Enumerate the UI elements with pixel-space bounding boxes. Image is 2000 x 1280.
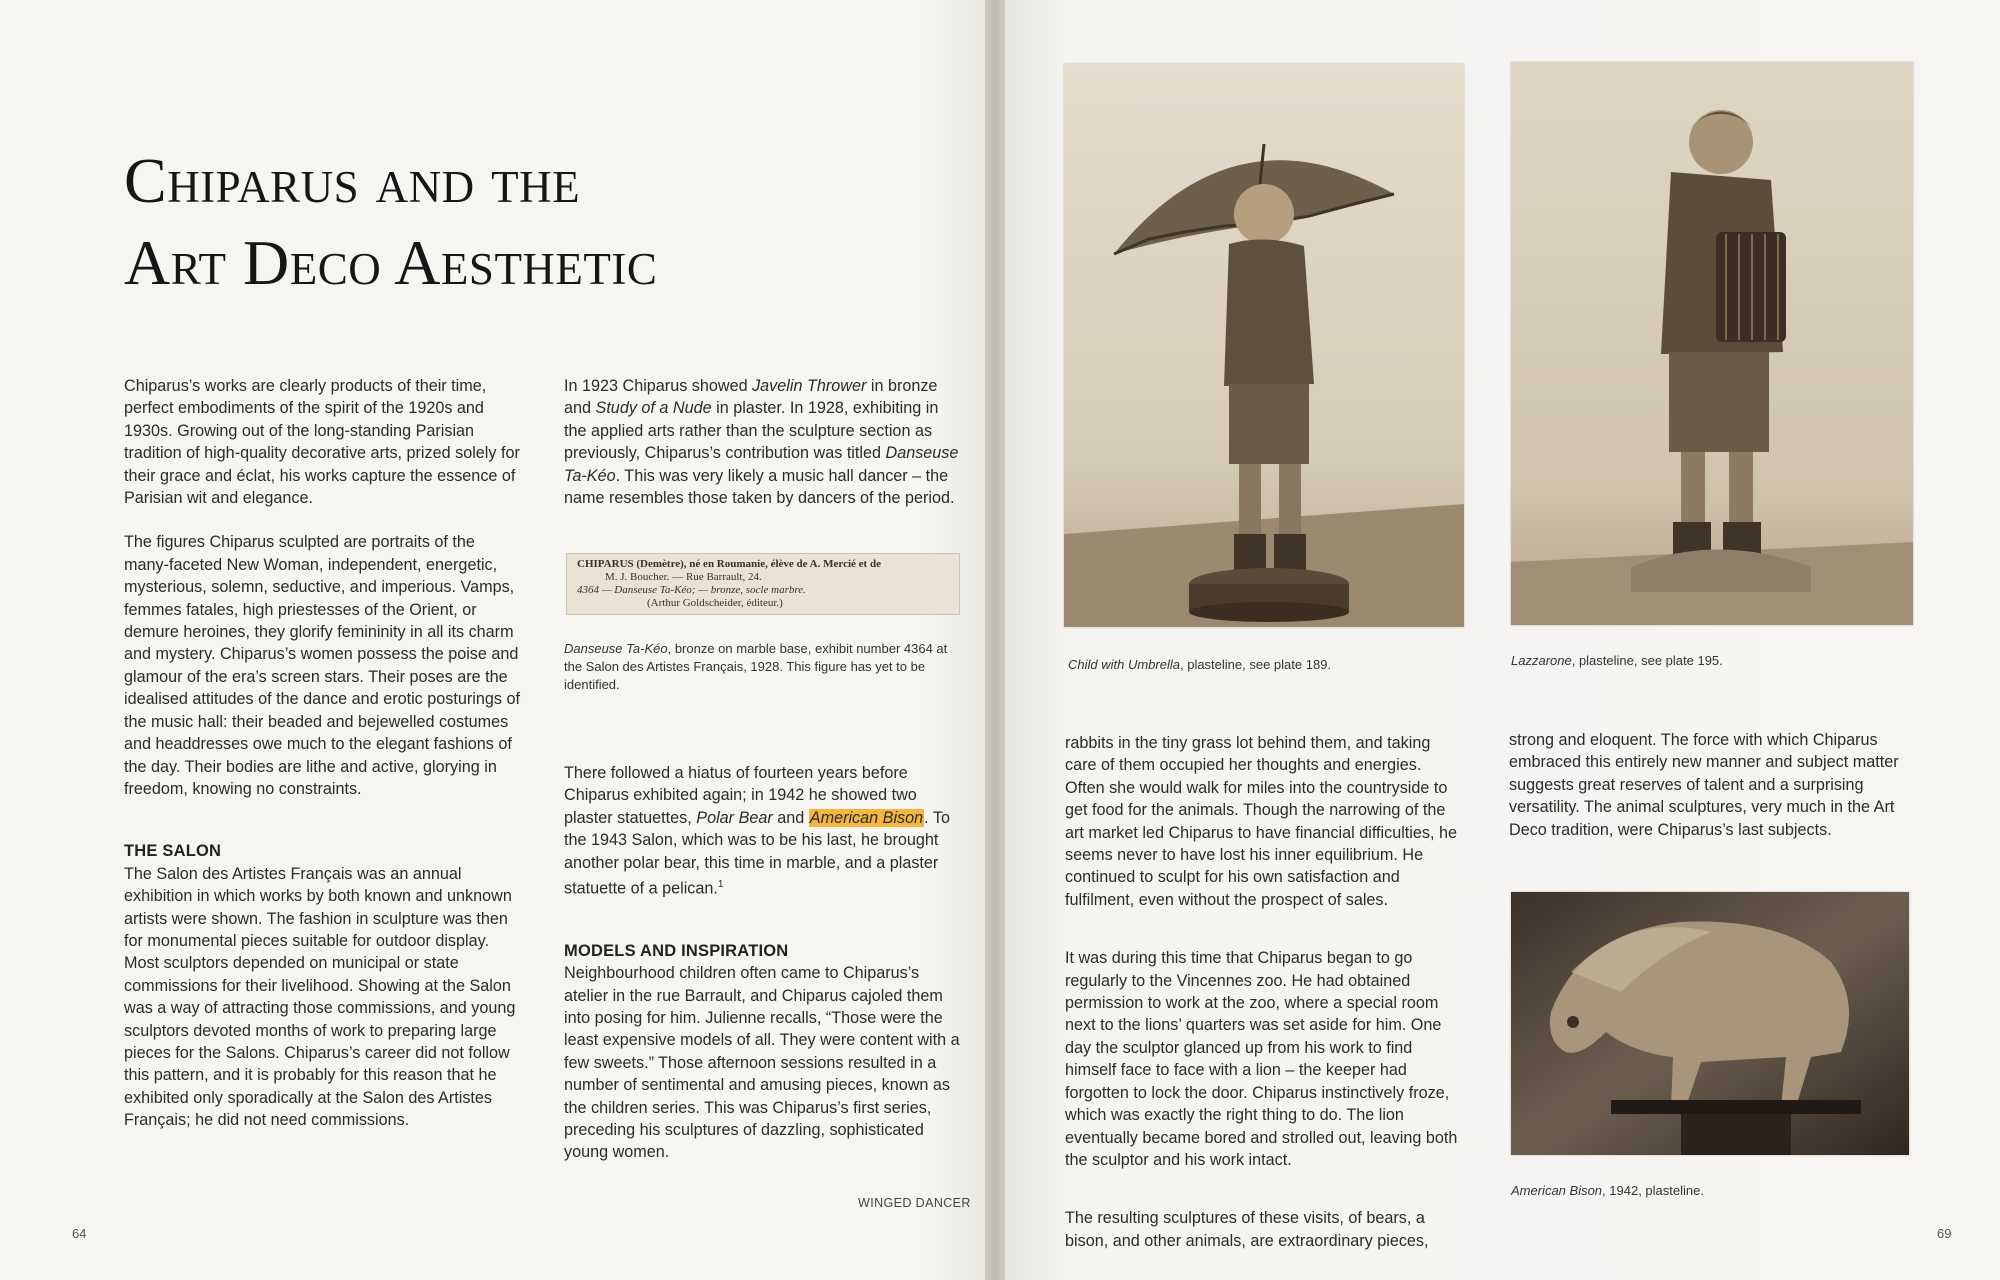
salon-catalogue-clipping [566, 553, 960, 615]
accordion-figure-image [1511, 62, 1913, 625]
figures-paragraph: The figures Chiparus sculpted are portraits of the many-faceted New Woman, independent, energetic, mysterious, solemn, seductive, and imperious. Vamps, femmes fatales, high priestesses of the Orient, or demure heroines, they glorify femininity in all its charm and mystery. Chiparus’s women possess the poise and glamour of the era’s screen stars. Their poses are the idealised attitudes of the dance and erotic posturings of the music hall: their beaded and bejewelled costumes and headdresses owe much to the elegant fashions of the day. Their bodies are lithe and active, glorying in freedom, knowing no constraints. [124, 533, 520, 798]
lazzarone-caption: Lazzarone, plasteline, see plate 195. [1511, 653, 1723, 668]
chapter-title [124, 140, 657, 304]
right-column-2 [1509, 729, 1919, 863]
zoo-paragraph: It was during this time that Chiparus began to go regularly to the Vincennes zoo. He had obtained permission to work at the zoo, where a special room next to the lions’ quarters was set aside for him. One day the sculptor glanced up from his work to find himself face to face with a lion – the keeper had forgotten to lock the door. Chiparus instinctively froze, which was exactly the right thing to do. The lion eventually became bored and strolled out, leaving both the sculptor and his work intact. [1065, 949, 1458, 1169]
salon-heading: THE SALON [124, 842, 222, 861]
bison-caption: American Bison, 1942, plasteline. [1511, 1183, 1704, 1198]
clipping-line-2: M. J. Boucher. — Rue Barrault, 24. [605, 571, 762, 583]
page-number-left: 64 [72, 1226, 87, 1241]
right-page [1005, 0, 2000, 1280]
models-heading: MODELS AND INSPIRATION [564, 941, 789, 960]
bison-sculpture-image [1511, 892, 1909, 1155]
highlighted-text: American Bison [809, 808, 924, 827]
hiatus-paragraph: There followed a hiatus of fourteen years before Chiparus exhibited again; in 1942 he showed two plaster statuettes, Polar Bear and American Bison. To the 1943 Salon, which was to be his last, he brought another polar bear, this time in marble, and a plaster statuette of a pelican.$^1$ [564, 764, 950, 898]
lazzarone-photo [1511, 62, 1913, 625]
page-number-right: 69 [1937, 1226, 1952, 1241]
child-with-umbrella-photo [1064, 64, 1464, 627]
left-column-2-lower [564, 762, 964, 1186]
book-gutter [985, 0, 1005, 1280]
resulting-sculptures-paragraph: The resulting sculptures of these visits, of bears, a bison, and other animals, are extraordinary pieces, [1065, 1209, 1429, 1250]
clipping-line-4: (Arthur Goldscheider, éditeur.) [647, 597, 783, 609]
running-head: WINGED DANCER [858, 1196, 971, 1210]
clipping-line-1: CHIPARUS (Demètre), né en Roumanie, élève de A. Mercié et de [577, 558, 881, 570]
american-bison-photo [1511, 892, 1909, 1155]
clipping-line-3: 4364 — Danseuse Ta-Kéo; — bronze, socle marbre. [577, 584, 806, 596]
right-column-1 [1065, 732, 1465, 1274]
salon-1923-paragraph: In 1923 Chiparus showed Javelin Thrower in bronze and Study of a Nude in plaster. In 1928, exhibiting in the applied arts rather than the sculpture section as previously, Chiparus’s contribution was titled Danseuse Ta-Kéo. This was very likely a music hall dancer – the name resembles those taken by dancers of the period. [564, 377, 959, 508]
salon-paragraph: The Salon des Artistes Français was an annual exhibition in which works by both known and unknown artists were shown. The fashion in sculpture was then for monumental pieces suitable for outdoor display. Most sculptors depended on municipal or state commissions for their livelihood. Showing at the Salon was a way of attracting those commissions, and young sculptors devoted months of work to preparing large pieces for the Salons. Chiparus’s career did not follow this pattern, and it is probably for this reason that he exhibited only sporadically at the Salon des Artistes Français; he did not need commissions. [124, 864, 516, 1130]
left-column-2 [564, 375, 964, 531]
versatility-paragraph: strong and eloquent. The force with which Chiparus embraced this entirely new manner and subject matter suggests great reserves of talent and a surprising versatility. The animal sculptures, very much in the Art Deco tradition, were Chiparus’s last subjects. [1509, 731, 1899, 839]
title-line-1: Chiparus and the [124, 145, 581, 216]
left-page [0, 0, 985, 1280]
clipping-caption: Danseuse Ta-Kéo, bronze on marble base, exhibit number 4364 at the Salon des Artistes Français, 1928. This figure has yet to be identified. [564, 641, 948, 692]
left-column-1 [124, 375, 520, 1154]
title-line-2: Art Deco Aesthetic [124, 227, 658, 298]
umbrella-figure-image [1064, 64, 1464, 627]
umbrella-caption: Child with Umbrella, plasteline, see plate 189. [1068, 657, 1332, 672]
intro-paragraph: Chiparus’s works are clearly products of their time, perfect embodiments of the spirit of the 1920s and 1930s. Growing out of the long-standing Parisian tradition of high-quality decorative arts, prized solely for their grace and éclat, his works capture the essence of Parisian wit and elegance. [124, 377, 520, 508]
models-paragraph: Neighbourhood children often came to Chiparus’s atelier in the rue Barrault, and Chiparus cajoled them into posing for him. Julienne recalls, “Those were the least expensive models of all. They were content with a few sweets.” Those afternoon sessions resulted in a number of sentimental and amusing pieces, known as the children series. This was Chiparus’s first series, preceding his sculptures of dazzling, sophisticated young women. [564, 964, 960, 1162]
rabbits-paragraph: rabbits in the tiny grass lot behind them, and taking care of them occupied her thoughts and energies. Often she would walk for miles into the countryside to get food for the animals. Though the narrowing of the art market led Chiparus to have financial difficulties, he seems never to have lost his inner equilibrium. He continued to sculpt for his own satisfaction and fulfilment, even without the prospect of sales. [1065, 734, 1458, 909]
